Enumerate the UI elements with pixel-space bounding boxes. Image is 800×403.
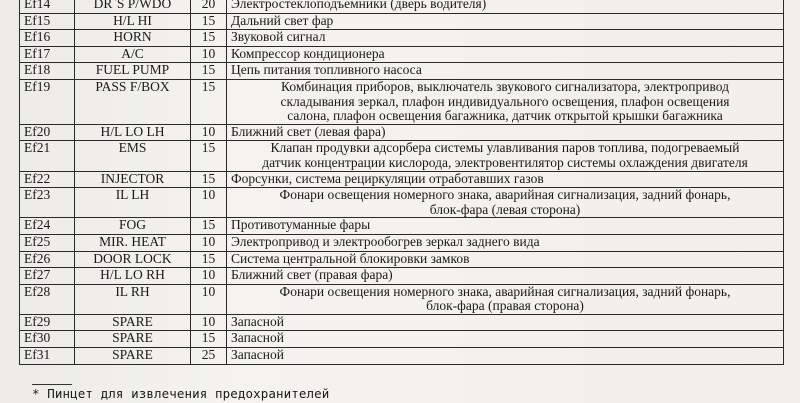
table-row: [20, 251, 784, 268]
fuse-amperage-cell: 15: [191, 218, 227, 235]
fuse-amperage-cell: 10: [191, 268, 227, 285]
description-line: Противотуманные фары: [231, 217, 371, 233]
fuse-amperage-cell: 15: [191, 63, 227, 80]
fuse-description-cell: [227, 13, 784, 30]
fuse-id-cell: Ef20: [20, 124, 75, 141]
description-line: Запасной: [231, 347, 284, 363]
description-line: Электростеклоподъемники (дверь водителя): [231, 0, 487, 11]
description-line: Форсунки, система рециркуляции отработавших газов: [231, 171, 544, 186]
description-line: блок-фара (правая сторона): [426, 298, 584, 314]
fuse-description-cell: [227, 46, 784, 63]
fuse-id-cell: Ef25: [20, 234, 75, 251]
fuse-id-cell: Ef17: [20, 46, 75, 63]
fuse-description-cell: [227, 268, 784, 285]
fuse-id-cell: Ef27: [20, 268, 75, 285]
fuse-id-cell: Ef15: [20, 13, 75, 30]
fuse-name-cell: A/C: [75, 46, 191, 63]
fuse-amperage-cell: 15: [191, 331, 227, 348]
fuse-description-cell: [227, 79, 784, 124]
fuse-table: [19, 0, 784, 365]
fuse-description-cell: [227, 0, 784, 13]
description-line: Ближний свет (правая фара): [231, 267, 393, 283]
fuse-id-cell: Ef19: [20, 79, 75, 124]
footnote: * Пинцет для извлечения предохранителей: [32, 386, 330, 401]
description-line: Компрессор кондиционера: [231, 46, 385, 61]
description-line: Звуковой сигнал: [231, 29, 326, 45]
table-row: [20, 79, 784, 124]
fuse-description-cell: [227, 171, 784, 188]
fuse-name-cell: MIR. HEAT: [75, 234, 191, 251]
fuse-id-cell: Ef31: [20, 348, 75, 365]
table-row: [20, 218, 784, 235]
table-row: [20, 63, 784, 80]
fuse-description-cell: [227, 251, 784, 268]
fuse-name-cell: SPARE: [75, 331, 191, 348]
table-row: [20, 314, 784, 331]
fuse-id-cell: Ef30: [20, 331, 75, 348]
fuse-amperage-cell: 15: [191, 251, 227, 268]
fuse-name-cell: H/L HI: [75, 13, 191, 30]
description-line: Ближний свет (левая фара): [231, 124, 386, 139]
fuse-name-cell: SPARE: [75, 314, 191, 331]
table-row: [20, 234, 784, 251]
fuse-name-cell: PASS F/BOX: [75, 79, 191, 124]
description-line: датчик концентрации кислорода, электровентилятор системы охлаждения двигателя: [262, 154, 748, 170]
fuse-name-cell: FUEL PUMP: [75, 63, 191, 80]
table-row: [20, 30, 784, 47]
table-row: [20, 188, 784, 218]
description-line: Клапан продувки адсорбера системы улавливания паров топлива, подогреваемый: [270, 140, 740, 156]
fuse-name-cell: DOOR LOCK: [75, 251, 191, 268]
table-row: [20, 0, 784, 13]
fuse-amperage-cell: 15: [191, 141, 227, 171]
fuse-description-cell: [227, 234, 784, 251]
fuse-id-cell: Ef24: [20, 218, 75, 235]
fuse-amperage-cell: 15: [191, 79, 227, 124]
fuse-amperage-cell: 10: [191, 188, 227, 218]
fuse-id-cell: Ef18: [20, 63, 75, 80]
fuse-name-cell: INJECTOR: [75, 171, 191, 188]
fuse-id-cell: Ef28: [20, 284, 75, 314]
fuse-description-cell: [227, 63, 784, 80]
fuse-id-cell: Ef26: [20, 251, 75, 268]
description-line: блок-фара (левая сторона): [429, 201, 581, 217]
fuse-amperage-cell: 10: [191, 284, 227, 314]
fuse-description-cell: [227, 188, 784, 218]
fuse-amperage-cell: 10: [191, 124, 227, 141]
description-line: Система центральной блокировки замков: [231, 251, 470, 266]
fuse-description-cell: [227, 284, 784, 314]
description-line: Фонари освещения номерного знака, аварийная сигнализация, задний фонарь,: [279, 284, 731, 299]
description-line: Цепь питания топливного насоса: [231, 62, 422, 78]
fuse-id-cell: Ef23: [20, 188, 75, 218]
description-line: салона, плафон освещения багажника, датчик открытой крышки багажника: [287, 108, 723, 124]
fuse-description-cell: [227, 314, 784, 331]
fuse-id-cell: Ef22: [20, 171, 75, 188]
description-line: Комбинация приборов, выключатель звукового сигнализатора, электропривод: [281, 79, 729, 94]
fuse-name-cell: H/L LO LH: [75, 124, 191, 141]
fuse-description-cell: [227, 331, 784, 348]
fuse-name-cell: IL LH: [75, 188, 191, 218]
fuse-name-cell: HORN: [75, 30, 191, 47]
fuse-amperage-cell: 25: [191, 348, 227, 365]
fuse-id-cell: Ef16: [20, 30, 75, 47]
table-row: [20, 268, 784, 285]
fuse-name-cell: FOG: [75, 218, 191, 235]
table-row: [20, 348, 784, 365]
fuse-name-cell: EMS: [75, 141, 191, 171]
description-line: Запасной: [231, 314, 284, 329]
table-row: [20, 284, 784, 314]
fuse-id-cell: Ef21: [20, 141, 75, 171]
fuse-amperage-cell: 10: [191, 234, 227, 251]
fuse-amperage-cell: 15: [191, 171, 227, 188]
fuse-amperage-cell: 15: [191, 13, 227, 30]
fuse-amperage-cell: 15: [191, 30, 227, 47]
description-line: Электропривод и электрообогрев зеркал заднего вида: [231, 234, 540, 249]
fuse-amperage-cell: 20: [191, 0, 227, 13]
fuse-amperage-cell: 10: [191, 314, 227, 331]
fuse-amperage-cell: 10: [191, 46, 227, 63]
fuse-description-cell: [227, 218, 784, 235]
table-row: [20, 331, 784, 348]
fuse-name-cell: SPARE: [75, 348, 191, 365]
table-row: [20, 46, 784, 63]
fuse-name-cell: DR`S P/WDO: [75, 0, 191, 13]
fuse-description-cell: [227, 30, 784, 47]
table-row: [20, 141, 784, 171]
footnote-rule: [32, 384, 72, 385]
fuse-name-cell: H/L LO RH: [75, 268, 191, 285]
fuse-table-body: [20, 0, 784, 364]
description-line: складывания зеркал, плафон индивидуального освещения, плафон освещения: [280, 93, 730, 109]
table-row: [20, 13, 784, 30]
fuse-name-cell: IL RH: [75, 284, 191, 314]
fuse-id-cell: Ef14: [20, 0, 75, 13]
fuse-description-cell: [227, 124, 784, 141]
description-line: Фонари освещения номерного знака, аварийная сигнализация, задний фонарь,: [279, 187, 731, 203]
fuse-description-cell: [227, 141, 784, 171]
description-line: Дальний свет фар: [231, 13, 334, 28]
fuse-description-cell: [227, 348, 784, 365]
fuse-id-cell: Ef29: [20, 314, 75, 331]
table-row: [20, 124, 784, 141]
table-row: [20, 171, 784, 188]
description-line: Запасной: [231, 330, 284, 346]
